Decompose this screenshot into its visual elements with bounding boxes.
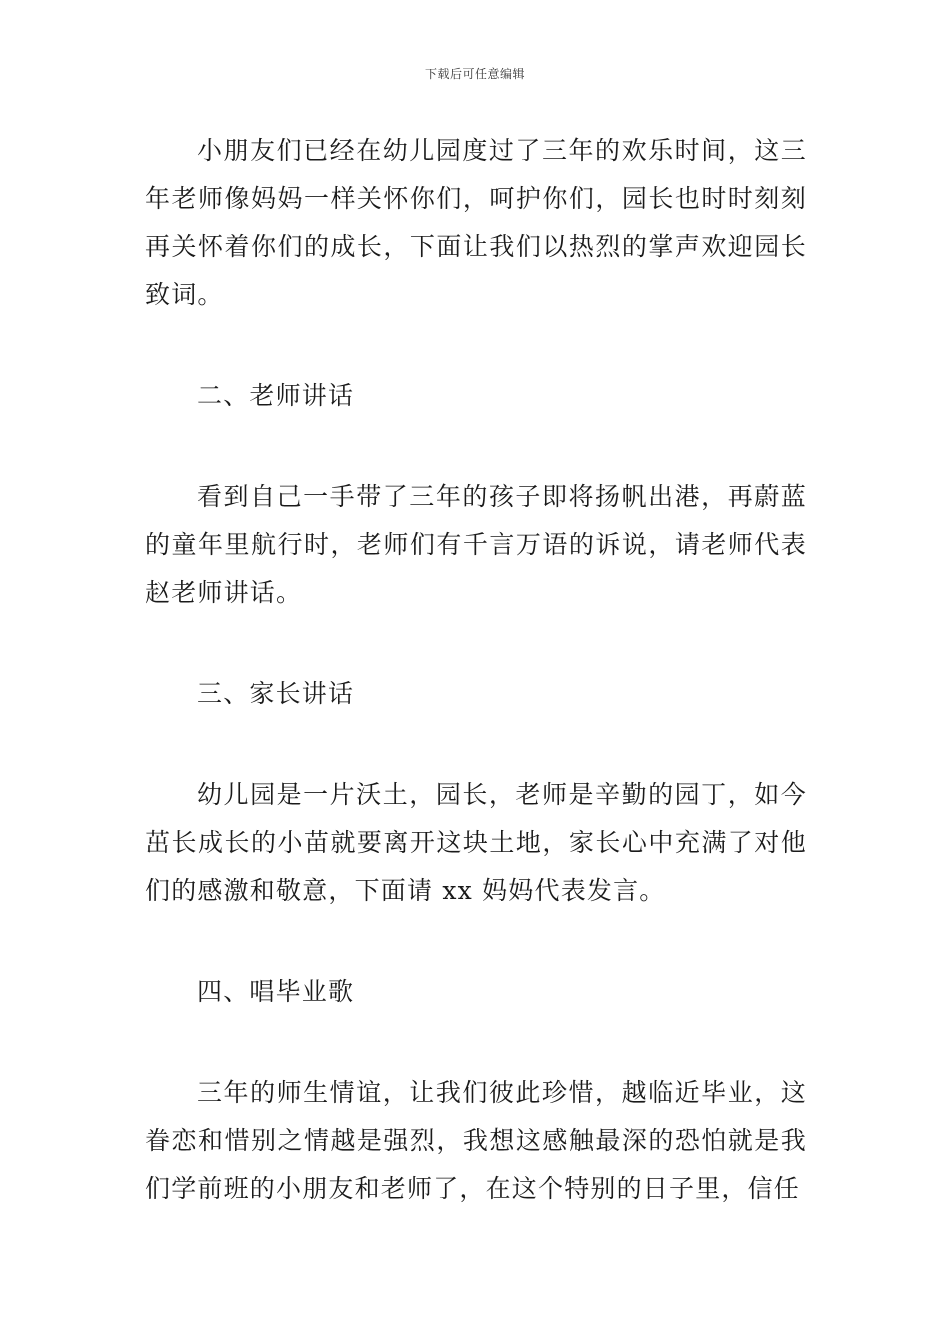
paragraph-parent-intro: 幼儿园是一片沃土，园长，老师是辛勤的园丁，如今茁长成长的小苗就要离开这块土地，家长心中充满了对他们的感激和敬意，下面请 xx 妈妈代表发言。 — [145, 780, 807, 905]
paragraph-principal-intro: 小朋友们已经在幼儿园度过了三年的欢乐时间，这三年老师像妈妈一样关怀你们，呵护你们，园长也时时刻刻再关怀着你们的成长，下面让我们以热烈的掌声欢迎园长致词。 — [145, 136, 807, 309]
paragraph-teacher-intro: 看到自己一手带了三年的孩子即将扬帆出港，再蔚蓝的童年里航行时，老师们有千言万语的诉说，请老师代表赵老师讲话。 — [145, 482, 807, 607]
paragraph-graduation-intro: 三年的师生情谊，让我们彼此珍惜，越临近毕业，这眷恋和惜别之情越是强烈，我想这感触最深的恐怕就是我们学前班的小朋友和老师了，在这个特别的日子里，信任 — [145, 1078, 807, 1203]
heading-graduation-song: 四、唱毕业歌 — [197, 977, 355, 1006]
document-body — [145, 127, 807, 1213]
page-header-note: 下载后可任意编辑 — [424, 67, 525, 81]
heading-teacher-speech: 二、老师讲话 — [197, 381, 355, 410]
heading-parent-speech: 三、家长讲话 — [197, 679, 355, 708]
